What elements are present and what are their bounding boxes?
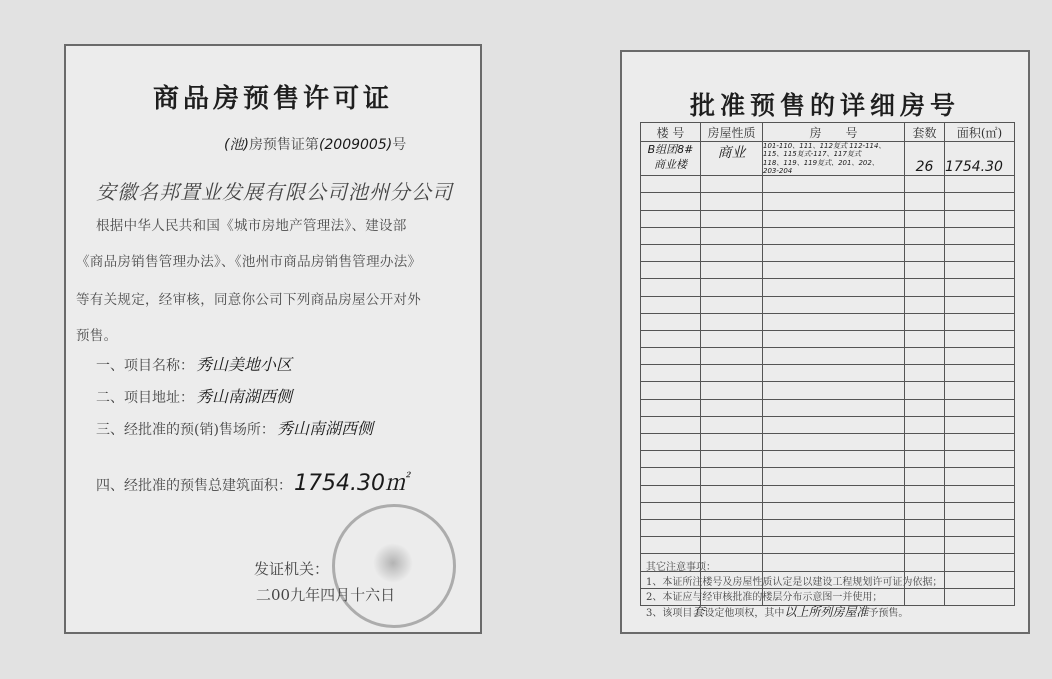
header-count: 套数 — [905, 123, 945, 142]
total-area-item — [96, 466, 407, 497]
note-1: 1、本证所注楼号及房屋性质认定是以建设工程规划许可证为依据； — [646, 577, 943, 588]
row1-building-line2: 商业楼 — [654, 158, 687, 171]
note-3-end: 予预售。 — [868, 608, 909, 619]
table-cell — [945, 502, 1015, 519]
note-3 — [646, 605, 1016, 621]
table-cell — [905, 330, 945, 347]
table-row — [641, 296, 1015, 313]
room-detail-title: 批准预售的详细房号 — [689, 91, 960, 120]
notes-heading: 其它注意事项： — [646, 562, 716, 573]
table-cell — [701, 279, 763, 296]
table-row — [641, 399, 1015, 416]
table-cell — [763, 519, 905, 536]
table-cell — [763, 193, 905, 210]
table-cell — [905, 227, 945, 244]
table-cell — [763, 210, 905, 227]
table-row — [641, 519, 1015, 536]
row1-rooms-line3: 118、119、119复式、201、202、 — [763, 158, 879, 167]
project-name-label: 一、项目名称： — [96, 358, 194, 374]
table-cell — [641, 519, 701, 536]
table-cell — [905, 365, 945, 382]
table-cell — [641, 399, 701, 416]
table-cell — [701, 399, 763, 416]
table-cell — [641, 244, 701, 261]
table-cell — [763, 451, 905, 468]
body-line-4: 预售。 — [76, 328, 118, 344]
project-address-label: 二、项目地址： — [96, 390, 194, 406]
table-row — [641, 451, 1015, 468]
table-cell — [945, 244, 1015, 261]
table-cell — [905, 244, 945, 261]
table-cell — [641, 330, 701, 347]
table-row — [641, 537, 1015, 554]
row1-area: 1754.30 — [945, 142, 1015, 176]
table-cell — [641, 279, 701, 296]
table-cell — [945, 537, 1015, 554]
table-row — [641, 434, 1015, 451]
row1-room-numbers — [763, 142, 905, 176]
table-cell — [641, 296, 701, 313]
body-line-2: 《商品房销售管理办法》、《池州市商品房销售管理办法》 — [76, 254, 422, 270]
table-cell — [945, 176, 1015, 193]
table-cell — [701, 313, 763, 330]
official-seal-stamp — [332, 504, 456, 628]
table-row — [641, 279, 1015, 296]
table-cell — [701, 227, 763, 244]
sales-place-item — [96, 416, 373, 439]
sales-place-label: 三、经批准的预(销)售场所： — [96, 422, 275, 438]
table-cell — [641, 502, 701, 519]
table-cell — [905, 434, 945, 451]
table-cell — [763, 399, 905, 416]
permit-middle: 房预售证第 — [248, 137, 319, 153]
table-row — [641, 382, 1015, 399]
table-cell — [763, 468, 905, 485]
table-row — [641, 502, 1015, 519]
room-detail-table — [640, 122, 1015, 606]
table-cell — [905, 262, 945, 279]
header-building: 楼 号 — [641, 123, 701, 142]
issue-date: 二00九年四月十六日 — [256, 586, 396, 604]
header-room-numbers: 房 号 — [763, 123, 905, 142]
table-cell — [763, 348, 905, 365]
table-cell — [905, 502, 945, 519]
table-cell — [763, 502, 905, 519]
permit-suffix: 号 — [392, 137, 407, 153]
table-cell — [763, 227, 905, 244]
note-3-hand-2: 以上所列房屋准 — [784, 605, 869, 619]
table-row — [641, 262, 1015, 279]
table-cell — [763, 279, 905, 296]
table-cell — [701, 176, 763, 193]
table-row — [641, 210, 1015, 227]
room-detail-panel — [620, 50, 1030, 634]
table-cell — [701, 193, 763, 210]
table-cell — [905, 451, 945, 468]
table-row — [641, 227, 1015, 244]
table-cell — [701, 451, 763, 468]
table-cell — [905, 468, 945, 485]
table-cell — [701, 468, 763, 485]
row1-rooms-line1: 101-110、111、112复式 112-114、 — [763, 142, 886, 150]
table-cell — [905, 193, 945, 210]
table-cell — [945, 519, 1015, 536]
table-cell — [905, 176, 945, 193]
table-row — [641, 244, 1015, 261]
table-cell — [763, 434, 905, 451]
row1-building-line1: B组团8# — [647, 143, 694, 156]
body-line-1: 根据中华人民共和国《城市房地产管理法》、建设部 — [96, 218, 407, 234]
table-row — [641, 348, 1015, 365]
table-cell — [701, 210, 763, 227]
table-row — [641, 193, 1015, 210]
table-cell — [945, 485, 1015, 502]
table-cell — [641, 313, 701, 330]
table-row — [641, 485, 1015, 502]
table-cell — [701, 296, 763, 313]
row1-count: 26 — [905, 142, 945, 176]
table-cell — [763, 313, 905, 330]
table-cell — [701, 244, 763, 261]
project-name-item — [96, 352, 292, 375]
table-cell — [641, 485, 701, 502]
table-cell — [641, 348, 701, 365]
table-cell — [945, 382, 1015, 399]
table-row — [641, 313, 1015, 330]
table-cell — [905, 382, 945, 399]
permit-prefix: (池) — [224, 137, 249, 153]
table-cell — [945, 399, 1015, 416]
table-cell — [701, 348, 763, 365]
permit-number: (2009005) — [318, 137, 393, 153]
note-3-hand-1: 套 — [692, 605, 705, 619]
company-name: 安徽名邦置业发展有限公司池州分公司 — [96, 180, 453, 204]
table-cell — [945, 227, 1015, 244]
table-cell — [763, 330, 905, 347]
row1-rooms-line2: 115、115复式-117、117复式 — [763, 150, 861, 159]
table-cell — [905, 296, 945, 313]
table-cell — [701, 434, 763, 451]
table-cell — [641, 468, 701, 485]
table-cell — [905, 210, 945, 227]
note-3-mid: 设定他项权，其中 — [704, 608, 785, 619]
table-cell — [945, 416, 1015, 433]
table-cell — [945, 279, 1015, 296]
table-cell — [763, 416, 905, 433]
total-area-label: 四、经批准的预售总建筑面积： — [96, 478, 292, 494]
note-3-start: 3、该项目 — [646, 608, 693, 619]
project-name-value: 秀山美地小区 — [196, 355, 293, 374]
table-cell — [945, 193, 1015, 210]
table-cell — [701, 262, 763, 279]
body-line-3: 等有关规定，经审核，同意你公司下列商品房屋公开对外 — [76, 292, 421, 308]
table-cell — [905, 313, 945, 330]
table-header-row — [641, 123, 1015, 142]
table-cell — [763, 244, 905, 261]
table-cell — [763, 365, 905, 382]
project-address-value: 秀山南湖西侧 — [196, 387, 293, 406]
permit-title: 商品房预售许可证 — [152, 84, 393, 114]
table-cell — [905, 416, 945, 433]
table-cell — [641, 193, 701, 210]
table-cell — [945, 348, 1015, 365]
table-cell — [641, 262, 701, 279]
table-cell — [905, 485, 945, 502]
table-cell — [905, 348, 945, 365]
table-cell — [701, 519, 763, 536]
table-cell — [945, 365, 1015, 382]
table-cell — [641, 365, 701, 382]
table-cell — [701, 365, 763, 382]
row1-nature: 商业 — [701, 142, 763, 176]
table-cell — [945, 434, 1015, 451]
table-cell — [641, 176, 701, 193]
row1-rooms-line4: 203-204 — [763, 166, 793, 175]
table-cell — [641, 451, 701, 468]
project-address-item — [96, 384, 292, 407]
sales-place-value: 秀山南湖西侧 — [276, 419, 373, 438]
table-cell — [763, 485, 905, 502]
table-row — [641, 468, 1015, 485]
table-cell — [641, 434, 701, 451]
issuer-label: 发证机关： — [254, 560, 330, 578]
table-cell — [763, 296, 905, 313]
table-cell — [701, 382, 763, 399]
table-cell — [641, 382, 701, 399]
table-cell — [945, 468, 1015, 485]
table-cell — [945, 451, 1015, 468]
table-row — [641, 176, 1015, 193]
table-row — [641, 330, 1015, 347]
table-cell — [905, 279, 945, 296]
table-cell — [641, 537, 701, 554]
table-cell — [763, 537, 905, 554]
table-cell — [905, 399, 945, 416]
table-cell — [641, 210, 701, 227]
presale-permit-panel — [64, 44, 482, 634]
table-cell — [905, 537, 945, 554]
table-cell — [701, 485, 763, 502]
row1-building — [641, 142, 701, 176]
table-cell — [945, 296, 1015, 313]
table-cell — [701, 502, 763, 519]
table-cell — [763, 382, 905, 399]
table-cell — [701, 330, 763, 347]
permit-number-line — [224, 134, 406, 154]
table-cell — [641, 227, 701, 244]
header-area: 面积(㎡) — [945, 123, 1015, 142]
table-cell — [701, 537, 763, 554]
notes-section — [646, 560, 1016, 621]
table-row — [641, 365, 1015, 382]
note-2: 2、本证应与经审核批准的楼层分布示意图一并使用； — [646, 592, 883, 603]
table-row — [641, 416, 1015, 433]
total-area-value: 1754.30㎡ — [294, 471, 407, 496]
table-cell — [763, 262, 905, 279]
header-nature: 房屋性质 — [701, 123, 763, 142]
table-cell — [945, 313, 1015, 330]
table-cell — [701, 416, 763, 433]
table-cell — [945, 262, 1015, 279]
table-cell — [905, 519, 945, 536]
table-cell — [945, 330, 1015, 347]
table-cell — [945, 210, 1015, 227]
table-cell — [641, 416, 701, 433]
table-cell — [763, 176, 905, 193]
